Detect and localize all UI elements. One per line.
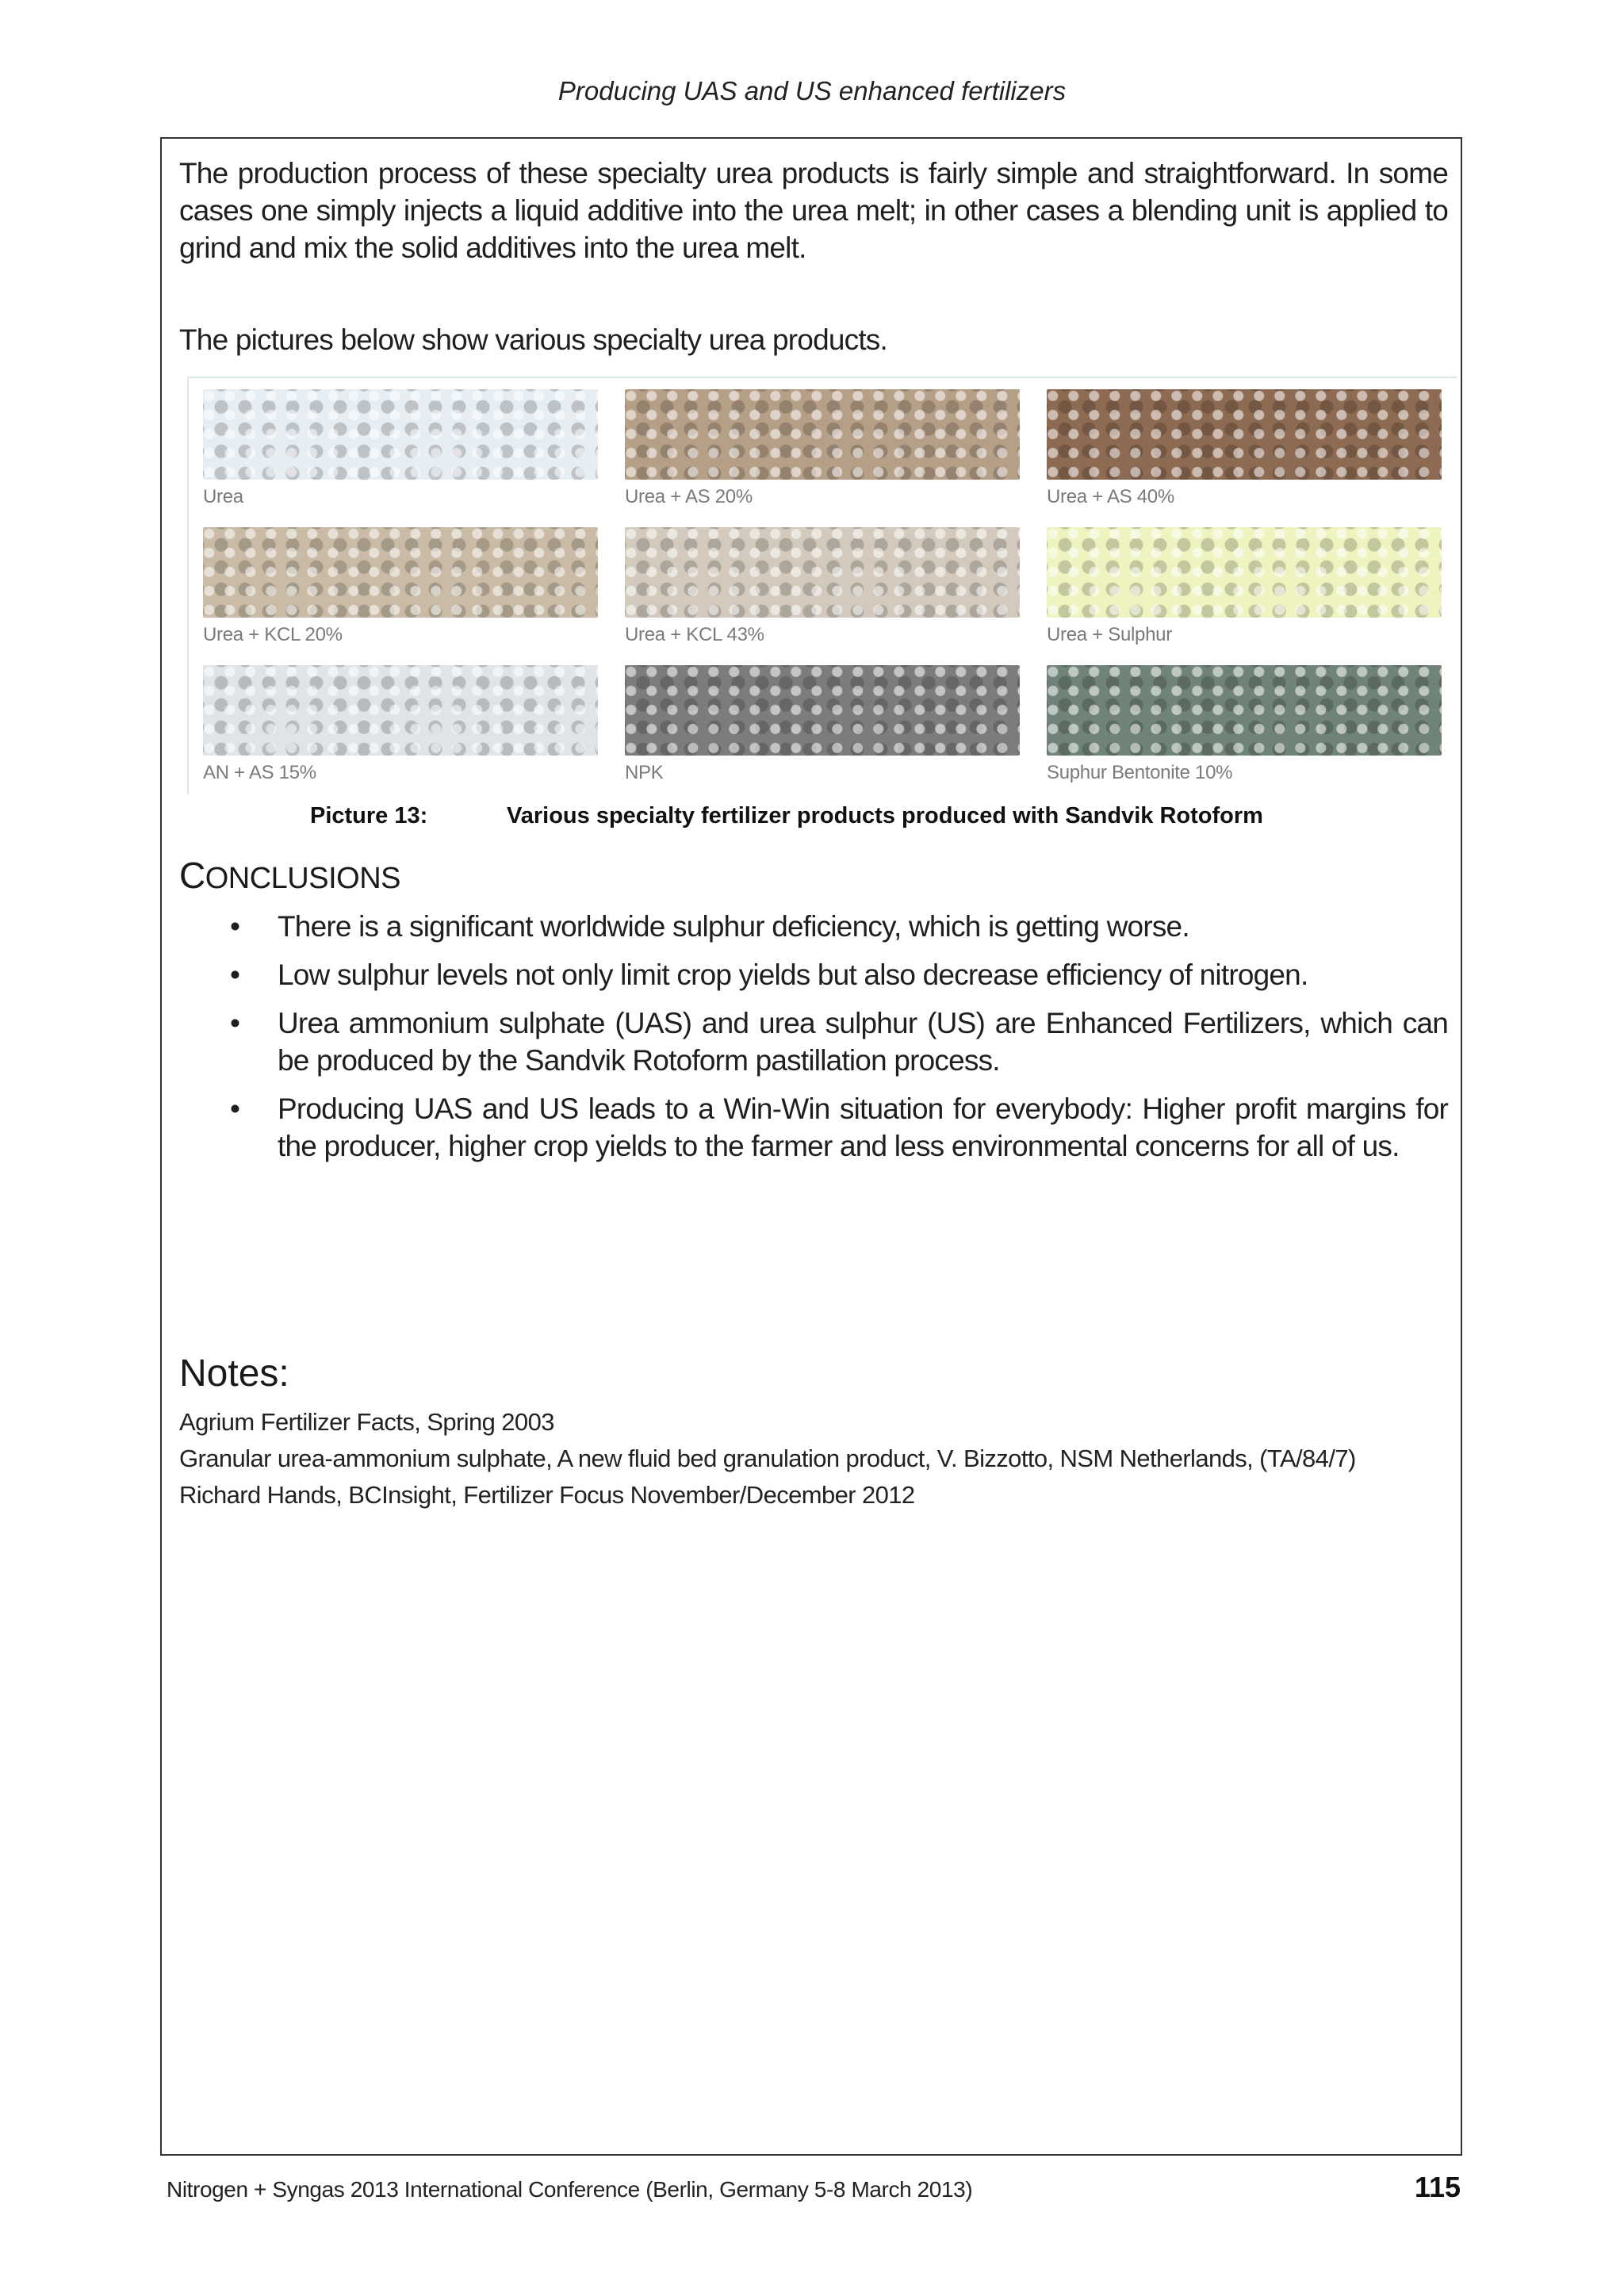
product-label: AN + AS 15% — [203, 762, 316, 783]
product-photo — [1047, 665, 1442, 756]
product-tile — [1047, 527, 1442, 646]
bullet-icon: • — [230, 1093, 240, 1125]
list-item — [179, 908, 1448, 945]
product-tile — [625, 527, 1020, 646]
product-label: NPK — [625, 762, 664, 783]
product-photo — [1047, 389, 1442, 480]
list-item — [179, 1090, 1448, 1165]
product-tile — [625, 389, 1020, 508]
product-tile — [1047, 665, 1442, 784]
product-photo — [203, 389, 598, 480]
list-item — [179, 956, 1448, 993]
notes-list — [179, 1404, 1448, 1513]
note-item: Richard Hands, BCInsight, Fertilizer Focus November/December 2012 — [179, 1481, 915, 1509]
bullet-text: Urea ammonium sulphate (UAS) and urea sulphur (US) are Enhanced Fertilizers, which can be produced by the Sandvik Rotoform pastillation process. — [278, 1007, 1448, 1077]
footer-conference: Nitrogen + Syngas 2013 International Conference (Berlin, Germany 5-8 March 2013) — [167, 2177, 973, 2202]
note-item: Granular urea-ammonium sulphate, A new fluid bed granulation product, V. Bizzotto, NSM Netherlands, (TA/84/7) — [179, 1445, 1356, 1472]
bullet-icon: • — [230, 959, 240, 991]
notes-heading: Notes: — [179, 1353, 289, 1395]
intro-paragraph-2: The pictures below show various specialty urea products. — [179, 323, 887, 356]
product-label: Urea + AS 20% — [625, 486, 753, 507]
product-photo — [203, 665, 598, 756]
product-photo — [1047, 527, 1442, 618]
note-item: Agrium Fertilizer Facts, Spring 2003 — [179, 1408, 554, 1436]
conclusions-heading-initial: C — [179, 855, 205, 896]
intro-paragraph-1: The production process of these specialty urea products is fairly simple and straightforward. In some cases one simply injects a liquid additive into the urea melt; in other cases a blending unit is applied to grind and mix the solid additives into the urea melt. — [179, 157, 1448, 264]
product-label: Suphur Bentonite 10% — [1047, 762, 1233, 783]
bullet-text: Producing UAS and US leads to a Win-Win situation for everybody: Higher profit margins for the producer, higher crop yields to the farmer and less environmental concerns for all of us. — [278, 1093, 1448, 1162]
page-number: 115 — [1414, 2171, 1461, 2203]
fertilizer-photo-grid — [187, 377, 1457, 794]
product-label: Urea + AS 40% — [1047, 486, 1174, 507]
product-photo — [203, 527, 598, 618]
product-label: Urea + KCL 20% — [203, 624, 343, 645]
figure-caption-number: Picture 13: — [310, 803, 428, 828]
bullet-icon: • — [230, 1007, 240, 1039]
conclusions-heading-rest: ONCLUSIONS — [205, 862, 401, 895]
figure-caption-text: Various specialty fertilizer products produced with Sandvik Rotoform — [507, 803, 1263, 828]
product-tile — [203, 389, 598, 508]
product-label: Urea + KCL 43% — [625, 624, 764, 645]
product-tile — [203, 665, 598, 784]
conclusions-heading — [179, 854, 400, 897]
product-photo — [625, 665, 1020, 756]
product-tile — [1047, 389, 1442, 508]
list-item — [179, 1004, 1448, 1079]
product-tile — [625, 665, 1020, 784]
product-tile — [203, 527, 598, 646]
product-label: Urea — [203, 486, 243, 507]
bullet-text: Low sulphur levels not only limit crop yields but also decrease efficiency of nitrogen. — [278, 959, 1308, 991]
product-photo — [625, 527, 1020, 618]
conclusions-list — [179, 908, 1448, 1176]
bullet-icon: • — [230, 910, 240, 943]
product-photo — [625, 389, 1020, 480]
product-label: Urea + Sulphur — [1047, 624, 1172, 645]
page-frame — [160, 137, 1462, 2156]
running-title: Producing UAS and US enhanced fertilizers — [557, 76, 1067, 105]
bullet-text: There is a significant worldwide sulphur deficiency, which is getting worse. — [278, 910, 1189, 943]
